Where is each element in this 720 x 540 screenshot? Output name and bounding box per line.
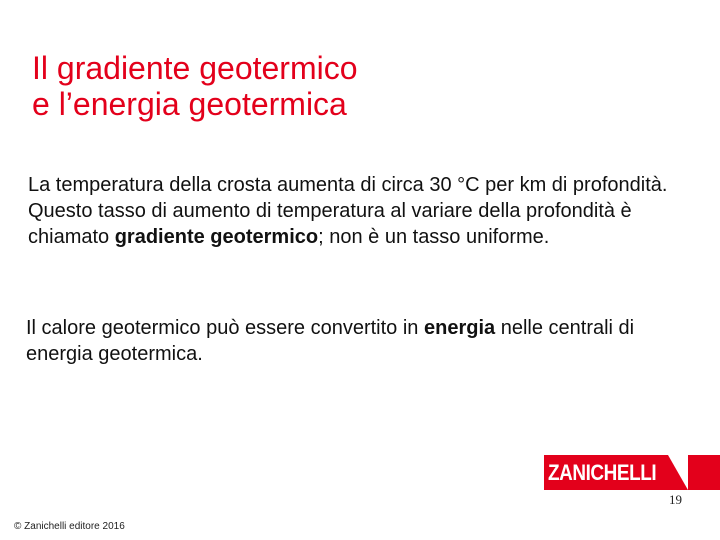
logo-notch-shape: [668, 455, 688, 490]
slide-title-line-2: e l’energia geotermica: [32, 86, 347, 122]
copyright-footer: © Zanichelli editore 2016: [14, 521, 125, 532]
paragraph-1-text-start: La temperatura della crosta aumenta di circa 30 °C per km di profondità. Questo tasso di aumento di temperatura al variare della profondità è chiamato: [28, 174, 668, 248]
page-number: 19: [669, 492, 682, 507]
slide-title: [32, 50, 592, 122]
slide-title-line-1: Il gradiente geotermico: [32, 50, 358, 86]
paragraph-1-text-end: ; non è un tasso uniforme.: [318, 226, 550, 248]
paragraph-2-text-end: nelle centrali di energia geotermica.: [26, 317, 635, 365]
logo-text: ZANICHELLI: [548, 460, 657, 485]
term-gradiente-geotermico: gradiente geotermico: [114, 226, 319, 248]
paragraph-geothermal-gradient: [28, 172, 693, 250]
term-energia: energia: [423, 317, 496, 339]
paragraph-2-text-start: Il calore geotermico può essere convertito in: [26, 317, 424, 339]
paragraph-geothermal-energy: [26, 315, 691, 367]
zanichelli-logo: [544, 455, 720, 490]
